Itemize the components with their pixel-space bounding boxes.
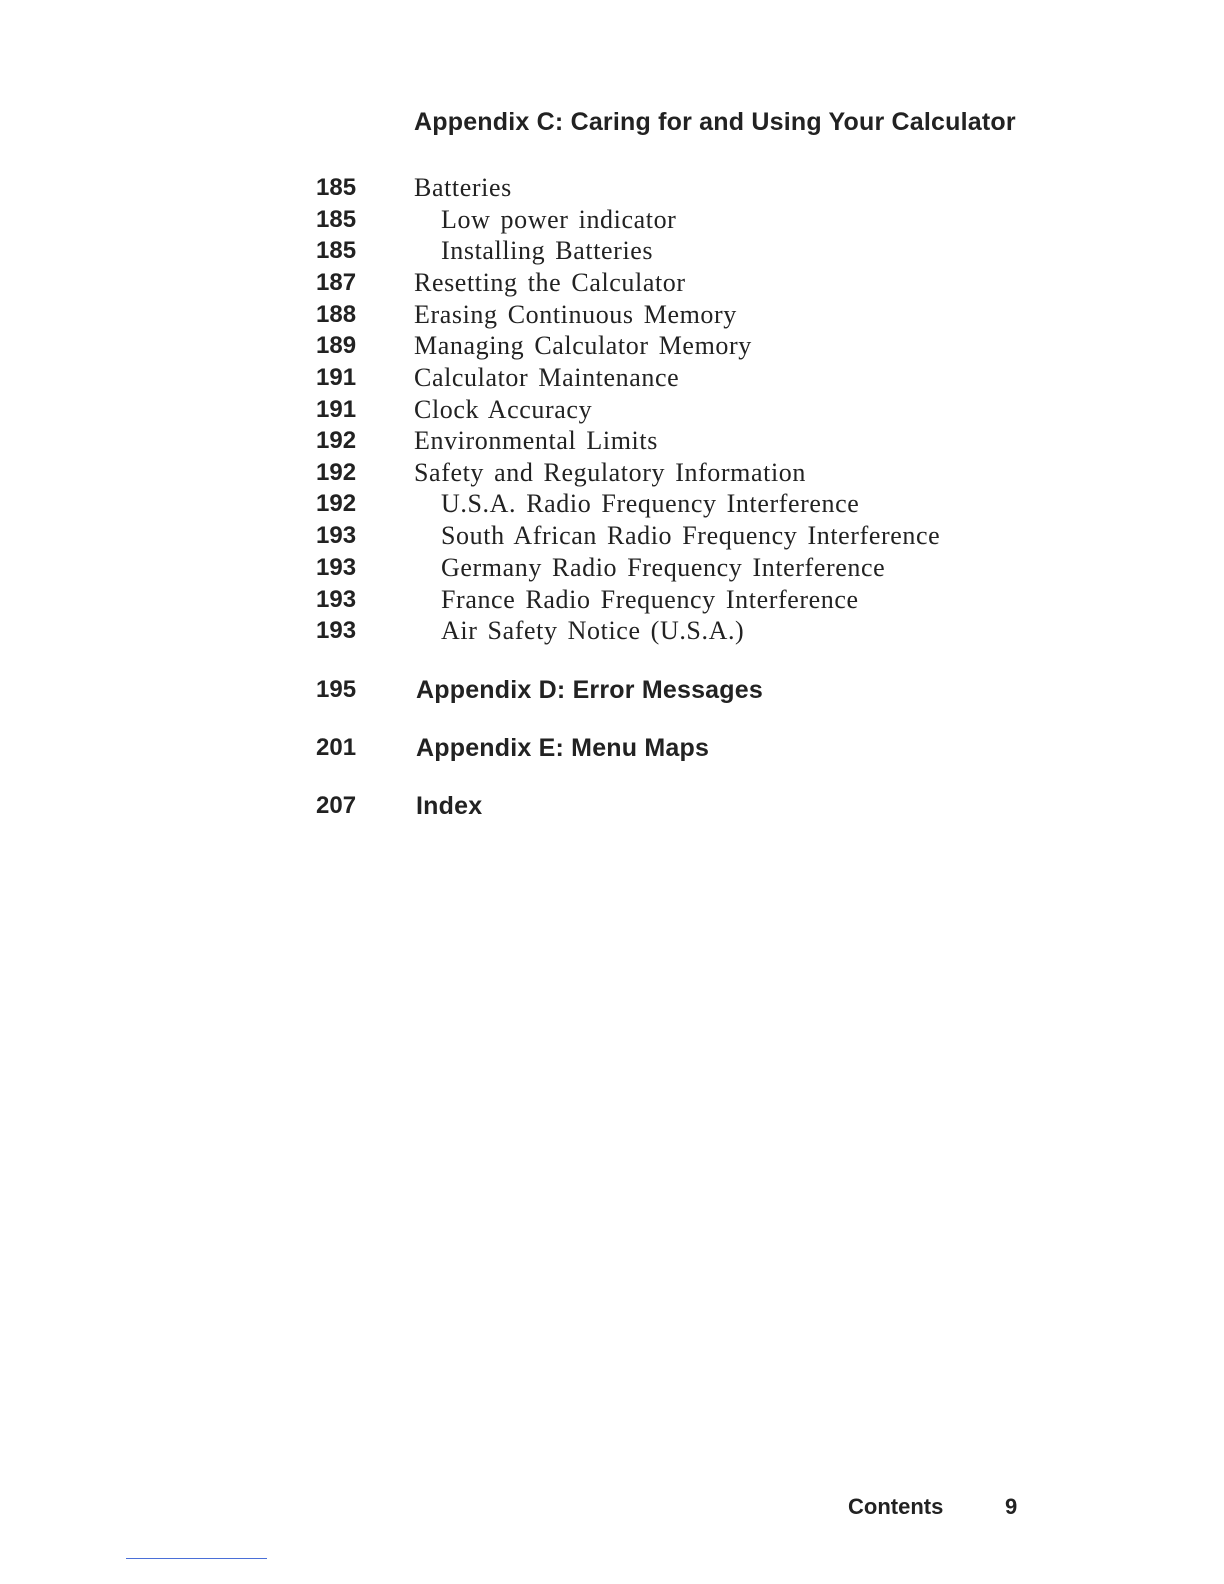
- toc-entry: [0, 615, 1224, 647]
- toc-entry: [0, 394, 1224, 426]
- toc-page-number: 185: [316, 174, 357, 201]
- toc-entry: [0, 172, 1224, 204]
- toc-page-number: 192: [316, 427, 357, 454]
- toc-entry: [0, 552, 1224, 584]
- toc-entry-title: France Radio Frequency Interference: [441, 585, 859, 614]
- toc-entry-title: South African Radio Frequency Interference: [441, 521, 941, 550]
- toc-entry-title: Low power indicator: [441, 205, 677, 234]
- toc-entry: [0, 520, 1224, 552]
- toc-page-number: 207: [316, 792, 357, 819]
- appendix-c-heading: Appendix C: Caring for and Using Your Calculator: [414, 108, 1016, 136]
- toc-entry-title: Air Safety Notice (U.S.A.): [441, 616, 745, 645]
- toc-entry-title: Environmental Limits: [414, 426, 658, 455]
- toc-entry-title: Batteries: [414, 173, 512, 202]
- toc-page-number: 192: [316, 490, 357, 517]
- toc-entry: [0, 362, 1224, 394]
- toc-page-number: 195: [316, 676, 357, 703]
- toc-entry: [0, 235, 1224, 267]
- toc-page-number: 193: [316, 554, 357, 581]
- toc-entry: [0, 457, 1224, 489]
- appendix-d-title: Appendix D: Error Messages: [416, 676, 763, 704]
- toc-page-number: 192: [316, 459, 357, 486]
- toc-page-number: 185: [316, 206, 357, 233]
- toc-appendix-entry: [0, 790, 1224, 822]
- toc-entry: [0, 299, 1224, 331]
- footer-section-label: Contents: [848, 1494, 944, 1519]
- toc-entry-title: Managing Calculator Memory: [414, 331, 752, 360]
- toc-entry-title: Safety and Regulatory Information: [414, 458, 806, 487]
- toc-entry-title: U.S.A. Radio Frequency Interference: [441, 489, 860, 518]
- toc-page-number: 193: [316, 522, 357, 549]
- toc-entry: [0, 488, 1224, 520]
- toc-entry: [0, 584, 1224, 616]
- toc-page-number: 191: [316, 364, 357, 391]
- footer-page-number: 9: [1005, 1494, 1018, 1519]
- toc-page-number: 188: [316, 301, 357, 328]
- toc-page-number: 189: [316, 332, 357, 359]
- toc-entry: [0, 330, 1224, 362]
- toc-page-number: 185: [316, 237, 357, 264]
- appendix-e-title: Appendix E: Menu Maps: [416, 734, 710, 762]
- scan-artifact-line: [126, 1558, 267, 1559]
- toc-page-number: 193: [316, 586, 357, 613]
- toc-entry-title: Calculator Maintenance: [414, 363, 680, 392]
- toc-page-number: 187: [316, 269, 357, 296]
- toc-appendix-entry: [0, 674, 1224, 706]
- toc-entry-title: Clock Accuracy: [414, 395, 593, 424]
- toc-entry-title: Installing Batteries: [441, 236, 654, 265]
- toc-entry: [0, 267, 1224, 299]
- toc-entry-title: Resetting the Calculator: [414, 268, 686, 297]
- toc-page-number: 201: [316, 734, 357, 761]
- index-title: Index: [416, 792, 483, 820]
- toc-page-number: 193: [316, 617, 357, 644]
- toc-entry: [0, 204, 1224, 236]
- toc-appendix-entry: [0, 732, 1224, 764]
- toc-entry-title: Erasing Continuous Memory: [414, 300, 737, 329]
- toc-page-number: 191: [316, 396, 357, 423]
- toc-entry-title: Germany Radio Frequency Interference: [441, 553, 886, 582]
- toc-entry: [0, 425, 1224, 457]
